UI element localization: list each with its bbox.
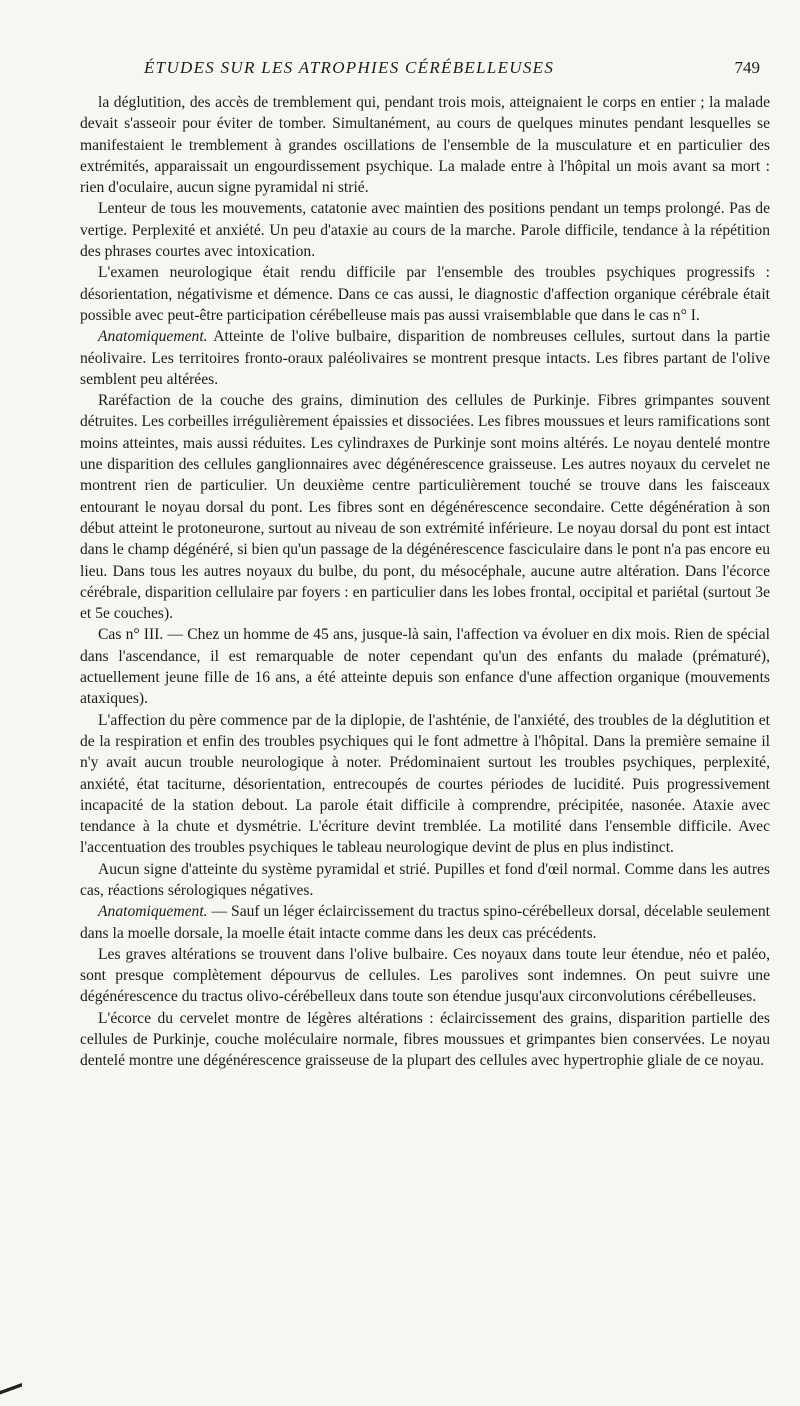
paragraph: Aucun signe d'atteinte du système pyramidal et strié. Pupilles et fond d'œil normal. Comme dans les autres cas, réactions sérologiques négatives. — [80, 860, 770, 899]
paragraph: Anatomiquement. — Sauf un léger éclaircissement du tractus spino-cérébelleux dorsal, décelable seulement dans la moelle dorsale, la moelle était intacte comme dans les deux cas précédents. — [80, 903, 770, 942]
paragraph: L'examen neurologique était rendu difficile par l'ensemble des troubles psychiques progressifs : désorientation, négativisme et démence. Dans ce cas aussi, le diagnostic d'affection organique cérébrale était possible avec peut-être participation cérébelleuse mais pas aussi vraisemblable que dans le cas n° I. — [80, 264, 770, 324]
body-text — [80, 92, 770, 1072]
paragraph: Anatomiquement. Atteinte de l'olive bulbaire, disparition de nombreuses cellules, surtout dans la partie néolivaire. Les territoires fronto-oraux paléolivaires se montrent presque intacts. Les fibres partant de l'olive semblent peu altérées. — [80, 328, 770, 388]
section-lead: Anatomiquement. — [98, 903, 208, 921]
section-lead: Anatomiquement. — [98, 328, 208, 346]
running-head — [80, 58, 760, 80]
paragraph: la déglutition, des accès de tremblement qui, pendant trois mois, atteignaient le corps en entier ; la malade devait s'asseoir pour éviter de tomber. Simultanément, au cours de quelques minutes pendant lesquelles se manifestaient le tremblement à grandes oscillations de l'ensemble de la musculature et en particulier des extrémités, apparaissait un engourdissement psychique. La malade entre à l'hôpital un mois avant sa mort : rien d'oculaire, aucun signe pyramidal ni strié. — [80, 94, 770, 197]
running-title: ÉTUDES SUR LES ATROPHIES CÉRÉBELLEUSES — [144, 58, 555, 77]
page-number: 749 — [734, 58, 760, 77]
paragraph: Lenteur de tous les mouvements, catatonie avec maintien des positions pendant un temps prolongé. Pas de vertige. Perplexité et anxiété. Un peu d'ataxie au cours de la marche. Parole difficile, tendance à la répétition des phrases courtes avec intoxication. — [80, 200, 770, 261]
paragraph: Les graves altérations se trouvent dans l'olive bulbaire. Ces noyaux dans toute leur étendue, néo et paléo, sont presque complètement dépourvus de cellules. Les parolives sont indemnes. On peut suivre une dégénérescence du tractus olivo-cérébelleux dans toute son étendue jusqu'aux circonvolutions cérébelleuses. — [80, 945, 770, 1006]
scan-corner-mark — [0, 1380, 22, 1396]
paragraph: Raréfaction de la couche des grains, diminution des cellules de Purkinje. Fibres grimpantes souvent détruites. Les corbeilles irrégulièrement épaissies et dissociées. Les fibres moussues et leurs ramifications sont moins atteintes, mais aussi réduites. Les cylindraxes de Purkinje sont moins altérés. Le noyau dentelé montre une disparition des cellules ganglionnaires avec dégénérescence graisseuse. Les autres noyaux du cervelet ne montrent rien de particulier. Un deuxième centre particulièrement touché se trouve dans les faisceaux entourant le noyau dorsal du pont. Les fibres sont en dégénérescence secondaire. Cette dégénération à son début atteint le protoneurone, surtout au niveau de son extrémité inférieure. Le noyau dorsal du pont est intact dans le champ dégénéré, si bien qu'un passage de la dégénérescence fasciculaire dans le pont n'a pas encore eu lieu. Dans tous les autres noyaux du bulbe, du pont, du mésocéphale, aucune autre altération. Dans l'écorce cérébrale, disparition cellulaire par foyers : en particulier dans les lobes frontal, occipital et pariétal (surtout 3e et 5e couches). — [80, 392, 770, 623]
paragraph: L'affection du père commence par de la diplopie, de l'ashténie, de l'anxiété, des troubles de la déglutition et de la respiration et enfin des troubles psychiques qui le font admettre à l'hôpital. Dans la première semaine il n'y avait aucun trouble neurologique à noter. Prédominaient surtout les troubles psychiques, perplexité, anxiété, état taciturne, désorientation, entrecoupés de courtes périodes de lucidité. Puis progressivement incapacité de la station debout. La parole était difficile à comprendre, précipitée, nasonée. Ataxie avec tendance à la chute et dysmétrie. L'écriture devint tremblée. La motilité dans l'ensemble difficile. Avec l'accentuation des troubles psychiques le tableau neurologique devint de plus en plus indistinct. — [80, 711, 770, 857]
paragraph: Cas n° III. — Chez un homme de 45 ans, jusque-là sain, l'affection va évoluer en dix mois. Rien de spécial dans l'ascendance, il est remarquable de noter cependant qu'un des enfants du malade (prématuré), actuellement jeune fille de 16 ans, a été atteinte depuis son enfance d'une affection organique (mouvements ataxiques). — [80, 626, 770, 708]
paragraph: L'écorce du cervelet montre de légères altérations : éclaircissement des grains, disparition partielle des cellules de Purkinje, couche moléculaire normale, fibres moussues et grimpantes bien conservées. Le noyau dentelé montre une dégénérescence graisseuse de la plupart des cellules avec hypertrophie gliale de ce noyau. — [80, 1009, 770, 1070]
